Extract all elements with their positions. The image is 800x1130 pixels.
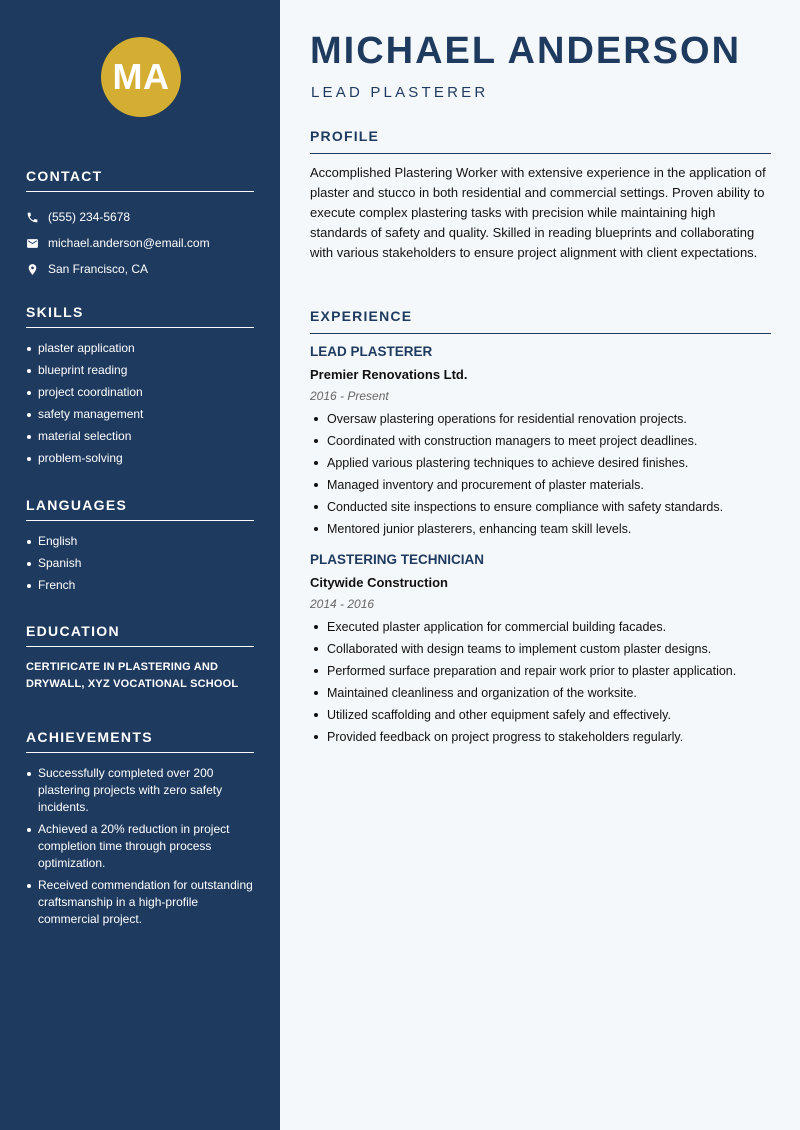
- profile-text: Accomplished Plastering Worker with extensive experience in the application of plaster and stucco in both residential and commercial settings. Proven ability to execute complex plastering tasks with precision while maintaining high standards of safety and quality. Skilled in reading blueprints and collaborating with various stakeholders to ensure project alignment with client expectations.: [310, 165, 766, 260]
- skills-heading: SKILLS: [26, 304, 254, 328]
- languages-section: [26, 497, 254, 599]
- list-item: blueprint reading: [26, 362, 254, 384]
- list-item: Successfully completed over 200 plastering projects with zero safety incidents.: [26, 765, 254, 816]
- duties-list: [310, 410, 771, 542]
- achievements-section: [26, 729, 254, 933]
- list-item: Applied various plastering techniques to achieve desired finishes.: [310, 454, 771, 476]
- education-section: [26, 623, 254, 693]
- education-entry: CERTIFICATE IN PLASTERING AND DRYWALL, XYZ VOCATIONAL SCHOOL: [26, 661, 239, 690]
- contact-section: [26, 168, 254, 282]
- contact-heading: CONTACT: [26, 168, 254, 192]
- profile-heading: PROFILE: [310, 128, 771, 154]
- contact-location: [26, 256, 254, 282]
- contact-email-text: michael.anderson@email.com: [48, 236, 210, 250]
- contact-phone: [26, 204, 254, 230]
- job-entry: [310, 344, 771, 542]
- list-item: safety management: [26, 406, 254, 428]
- job-dates: 2014 - 2016: [310, 597, 375, 611]
- list-item: project coordination: [26, 384, 254, 406]
- email-icon: [26, 237, 39, 250]
- experience-heading: EXPERIENCE: [310, 308, 771, 334]
- duties-list: [310, 618, 771, 750]
- list-item: Performed surface preparation and repair work prior to plaster application.: [310, 662, 771, 684]
- job-title: LEAD PLASTERER: [310, 344, 433, 359]
- education-heading: EDUCATION: [26, 623, 254, 647]
- contact-phone-text: (555) 234-5678: [48, 210, 131, 224]
- list-item: Received commendation for outstanding craftsmanship in a high-profile commercial project.: [26, 877, 254, 928]
- job-entry: [310, 552, 771, 750]
- achievements-heading: ACHIEVEMENTS: [26, 729, 254, 753]
- job-title: PLASTERING TECHNICIAN: [310, 552, 485, 567]
- job-dates: 2016 - Present: [310, 389, 389, 403]
- list-item: Mentored junior plasterers, enhancing team skill levels.: [310, 520, 771, 542]
- list-item: plaster application: [26, 340, 254, 362]
- list-item: Maintained cleanliness and organization of the worksite.: [310, 684, 771, 706]
- contact-email: [26, 230, 254, 256]
- company-name: Citywide Construction: [310, 575, 448, 590]
- job-title-heading: LEAD PLASTERER: [311, 84, 489, 101]
- list-item: Executed plaster application for commercial building facades.: [310, 618, 771, 640]
- company-name: Premier Renovations Ltd.: [310, 367, 468, 382]
- skills-list: [26, 340, 254, 472]
- list-item: problem-solving: [26, 450, 254, 472]
- location-pin-icon: [26, 263, 39, 276]
- profile-section: [310, 128, 771, 263]
- sidebar: [0, 0, 280, 1130]
- experience-section: [310, 308, 771, 750]
- list-item: French: [26, 577, 254, 599]
- main-content: [280, 0, 800, 1130]
- languages-heading: LANGUAGES: [26, 497, 254, 521]
- list-item: Spanish: [26, 555, 254, 577]
- candidate-name: MICHAEL ANDERSON: [310, 30, 742, 72]
- list-item: Managed inventory and procurement of plaster materials.: [310, 476, 771, 498]
- list-item: Provided feedback on project progress to stakeholders regularly.: [310, 728, 771, 750]
- avatar-initials: MA: [112, 56, 170, 97]
- list-item: Collaborated with design teams to implement custom plaster designs.: [310, 640, 771, 662]
- list-item: Utilized scaffolding and other equipment safely and effectively.: [310, 706, 771, 728]
- list-item: Conducted site inspections to ensure compliance with safety standards.: [310, 498, 771, 520]
- contact-location-text: San Francisco, CA: [48, 262, 149, 276]
- achievements-list: [26, 765, 254, 928]
- phone-icon: [26, 211, 39, 224]
- list-item: Oversaw plastering operations for residential renovation projects.: [310, 410, 771, 432]
- skills-section: [26, 304, 254, 472]
- list-item: English: [26, 533, 254, 555]
- languages-list: [26, 533, 254, 599]
- list-item: Achieved a 20% reduction in project completion time through process optimization.: [26, 821, 254, 872]
- list-item: material selection: [26, 428, 254, 450]
- list-item: Coordinated with construction managers to meet project deadlines.: [310, 432, 771, 454]
- avatar: [101, 37, 181, 117]
